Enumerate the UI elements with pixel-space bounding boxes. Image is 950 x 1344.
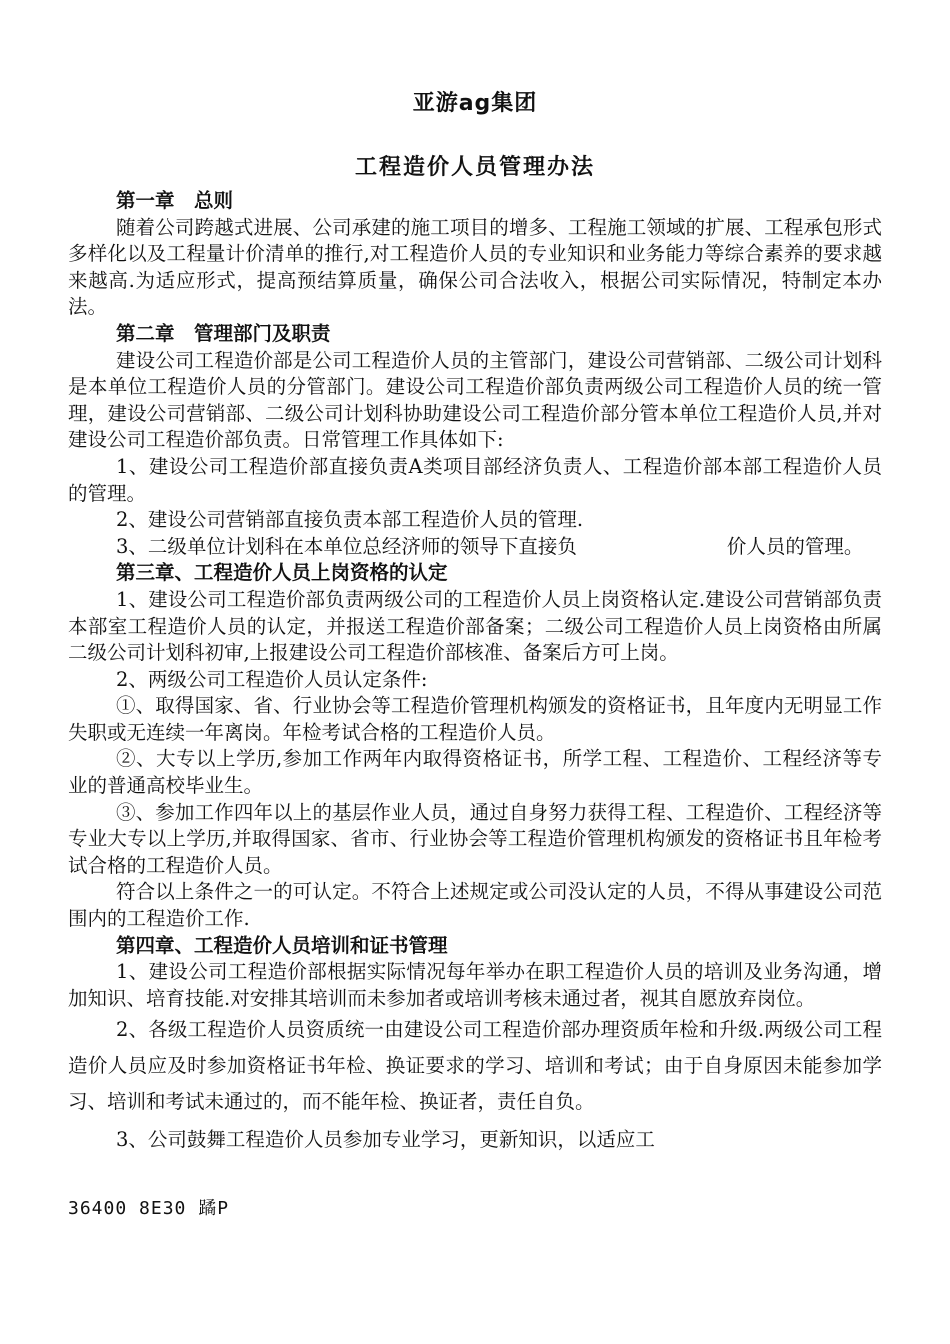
document-body — [68, 188, 882, 1160]
chapter-4-paragraph-1: 1、建设公司工程造价部根据实际情况每年举办在职工程造价人员的培训及业务沟通，增加知识、培育技能.对安排其培训而未参加者或培训考核未通过者，视其自愿放弃岗位。 — [68, 960, 882, 1010]
chapter-2-paragraph-4-start: 3、二级单位计划科在本单位总经济师的领导下直接负 — [116, 534, 577, 558]
chapter-3-paragraph-1: 1、建设公司工程造价部负责两级公司的工程造价人员上岗资格认定.建设公司营销部负责本部室工程造价人员的认定，并报送工程造价部备案；二级公司工程造价人员上岗资格由所属二级公司计划科初审,上报建设公司工程造价部核准、备案后方可上岗。 — [68, 587, 882, 665]
chapter-4-paragraph-2: 2、各级工程造价人员资质统一由建设公司工程造价部办理资质年检和升级.两级公司工程造价人员应及时参加资格证书年检、换证要求的学习、培训和考试；由于自身原因未能参加学习、培训和考试未通过的，而不能年检、换证者，责任自负。 — [68, 1018, 882, 1114]
company-name: 亚游ag集团 — [412, 91, 538, 116]
chapter-3-paragraph-5: ③、参加工作四年以上的基层作业人员，通过自身努力获得工程、工程造价、工程经济等专业大专以上学历,并取得国家、省市、行业协会等工程造价管理机构颁发的资格证书且年检考试合格的工程造价人员。 — [68, 800, 882, 877]
chapter-3-paragraph-6: 符合以上条件之一的可认定。不符合上述规定或公司没认定的人员，不得从事建设公司范围内的工程造价工作. — [68, 880, 882, 931]
chapter-1-heading: 第一章 总则 — [116, 189, 234, 212]
chapter-2-paragraph-2: 1、建设公司工程造价部直接负责A类项目部经济负责人、工程造价部本部工程造价人员的管理。 — [68, 454, 882, 505]
chapter-4-paragraph-3: 3、公司鼓舞工程造价人员参加专业学习，更新知识，以适应工 — [116, 1128, 655, 1152]
chapter-2-paragraph-1: 建设公司工程造价部是公司工程造价人员的主管部门，建设公司营销部、二级公司计划科是本单位工程造价人员的分管部门。建设公司工程造价部负责两级公司工程造价人员的统一管理，建设公司营销部、二级公司计划科协助建设公司工程造价部分管本单位工程造价人员,并对建设公司工程造价部负责。日常管理工作具体如下: — [68, 348, 882, 452]
document-title: 工程造价人员管理办法 — [354, 155, 595, 180]
chapter-3-heading: 第三章、工程造价人员上岗资格的认定 — [116, 561, 448, 585]
chapter-2-paragraph-4-end: 价人员的管理。 — [726, 534, 864, 558]
footer-code: 36400 8E30 蹫P — [68, 1198, 230, 1219]
chapter-2-heading: 第二章 管理部门及职责 — [116, 321, 331, 345]
chapter-3-paragraph-2: 2、两级公司工程造价人员认定条件: — [116, 667, 428, 691]
chapter-1-paragraph: 随着公司跨越式进展、公司承建的施工项目的增多、工程施工领域的扩展、工程承包形式多样化以及工程量计价清单的推行,对工程造价人员的专业知识和业务能力等综合素养的要求越来越高.为适应形式，提高预结算质量，确保公司合法收入，根据公司实际情况，特制定本办法。 — [68, 215, 882, 319]
chapter-4-heading: 第四章、工程造价人员培训和证书管理 — [116, 933, 448, 957]
chapter-2-paragraph-4 — [68, 534, 882, 561]
chapter-2-paragraph-3: 2、建设公司营销部直接负责本部工程造价人员的管理. — [116, 508, 584, 532]
chapter-3-paragraph-3: ①、取得国家、省、行业协会等工程造价管理机构颁发的资格证书，且年度内无明显工作失职或无连续一年离岗。年检考试合格的工程造价人员。 — [68, 694, 882, 744]
chapter-3-paragraph-4: ②、大专以上学历,参加工作两年内取得资格证书，所学工程、工程造价、工程经济等专业的普通高校毕业生。 — [68, 747, 882, 798]
